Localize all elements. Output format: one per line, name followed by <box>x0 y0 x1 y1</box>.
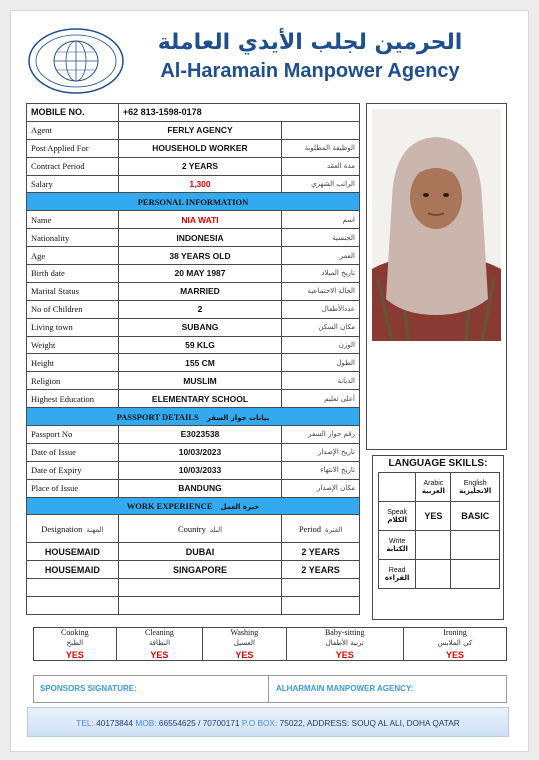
experience-cell <box>118 597 281 615</box>
language-name-arabic: العربية <box>421 486 445 495</box>
photo-frame <box>366 103 507 450</box>
skill-name-arabic: الغسيل <box>233 639 255 647</box>
field-label-arabic: تاريخ الإصدار <box>282 443 360 461</box>
field-label-arabic <box>282 121 360 139</box>
skill-value: YES <box>150 650 169 660</box>
experience-cell <box>27 597 119 615</box>
skill-value: YES <box>65 650 84 660</box>
language-corner-cell <box>379 473 416 502</box>
domestic-skill-cell <box>403 628 506 661</box>
language-name-english: Arabic <box>423 479 444 487</box>
field-label: Agent <box>27 121 119 139</box>
skill-label-english: Write <box>389 537 406 545</box>
language-skills-box <box>372 455 504 620</box>
domestic-skills-table <box>33 627 507 661</box>
domestic-skill-cell <box>203 628 286 661</box>
field-label: Marital Status <box>27 282 119 300</box>
language-skill-label <box>379 560 416 589</box>
po-box-label: P.O BOX: <box>241 718 278 728</box>
skill-name-english: Washing <box>230 628 259 637</box>
work-experience-title-arabic: خبرة العمل <box>220 503 260 512</box>
agency-title-arabic: الحرمين لجلب الأيدي العاملة <box>157 30 463 55</box>
field-value: 20 MAY 1987 <box>118 265 281 283</box>
skill-name-english: Baby-sitting <box>324 628 365 637</box>
skill-label-english: Read <box>388 566 406 574</box>
skill-value: YES <box>235 650 254 660</box>
field-label-arabic: الراتب الشهري <box>282 175 360 193</box>
skill-value: YES <box>445 650 464 660</box>
agency-title-english: Al-Haramain Manpower Agency <box>160 60 460 82</box>
field-label: Date of Issue <box>27 443 119 461</box>
column-header-arabic: المهنة <box>86 525 104 534</box>
detail-row <box>27 282 360 300</box>
experience-cell: SINGAPORE <box>118 561 281 579</box>
field-value: SUBANG <box>118 318 281 336</box>
column-header-english: Designation <box>41 523 83 534</box>
field-value: MARRIED <box>118 282 281 300</box>
language-header-row <box>379 473 500 502</box>
mobile-row <box>27 104 360 122</box>
experience-cell <box>118 579 281 597</box>
field-label: Nationality <box>27 229 119 247</box>
experience-row <box>27 561 360 579</box>
detail-row <box>27 479 360 497</box>
language-skills-table <box>378 472 500 589</box>
skill-label-arabic: الكلام <box>387 515 407 524</box>
detail-row <box>27 390 360 408</box>
section-header-experience <box>27 497 360 515</box>
field-label-arabic: عددالأطفال <box>282 300 360 318</box>
language-skill-row <box>379 531 500 560</box>
work-experience-title: WORK EXPERIENCE <box>126 501 213 512</box>
detail-row <box>27 175 360 193</box>
field-label: Salary <box>27 175 119 193</box>
po-box-value: 75022, ADDRESS: SOUQ AL ALI, DOHA QATAR <box>279 718 460 728</box>
tel-label: TEL: <box>76 718 94 728</box>
passport-details-title: PASSPORT DETAILS <box>116 411 199 422</box>
skill-label-arabic: الكتابة <box>386 544 408 553</box>
experience-row <box>27 543 360 561</box>
detail-row <box>27 121 360 139</box>
language-name-english: English <box>463 479 487 487</box>
language-skill-value: BASIC <box>451 502 500 531</box>
field-value: 10/03/2023 <box>118 443 281 461</box>
language-skill-label <box>379 502 416 531</box>
field-label: Name <box>27 211 119 229</box>
language-name-arabic: الانجليزية <box>459 486 492 495</box>
language-skill-row <box>379 502 500 531</box>
field-label-arabic: تاريخ الميلاد <box>282 265 360 283</box>
experience-row <box>27 579 360 597</box>
field-value: 59 KLG <box>118 336 281 354</box>
field-label: Place of Issue <box>27 479 119 497</box>
section-header-passport <box>27 408 360 426</box>
field-label-arabic: الوزن <box>282 336 360 354</box>
agency-logo <box>26 26 126 96</box>
column-header-arabic: الفترة <box>325 525 343 534</box>
skill-name-arabic: تربية الأطفال <box>325 639 364 647</box>
detail-row <box>27 139 360 157</box>
language-skill-value <box>416 560 451 589</box>
field-label-arabic: العمر <box>282 247 360 265</box>
field-label-arabic: الوظيفة المطلوبة <box>282 139 360 157</box>
experience-column-header <box>118 515 281 543</box>
work-experience-header <box>27 497 360 515</box>
field-label: Age <box>27 247 119 265</box>
field-value: BANDUNG <box>118 479 281 497</box>
detail-row <box>27 229 360 247</box>
applicant-photo <box>372 109 501 341</box>
mob-value: 66554625 / 70700171 <box>158 718 240 728</box>
experience-cell <box>282 579 360 597</box>
detail-row <box>27 461 360 479</box>
signature-divider <box>268 676 269 702</box>
field-label: Passport No <box>27 426 119 444</box>
detail-row <box>27 443 360 461</box>
experience-cell: DUBAI <box>118 543 281 561</box>
mob-label: MOB: <box>135 718 157 728</box>
language-skill-row <box>379 560 500 589</box>
agency-header <box>20 20 500 100</box>
detail-row <box>27 354 360 372</box>
field-label-arabic: أعلى تعليم <box>282 390 360 408</box>
field-value: 155 CM <box>118 354 281 372</box>
language-column-header <box>451 473 500 502</box>
field-value: MUSLIM <box>118 372 281 390</box>
field-value: INDONESIA <box>118 229 281 247</box>
sponsor-signature-label: SPONSORS SIGNATURE: <box>40 684 137 693</box>
skill-name-arabic: كي الملابس <box>437 639 473 647</box>
detail-row <box>27 426 360 444</box>
applicant-details-table <box>26 103 360 615</box>
field-label: Living town <box>27 318 119 336</box>
column-header-english: Country <box>177 523 206 534</box>
signature-row <box>33 675 507 703</box>
field-value: NIA WATI <box>118 211 281 229</box>
field-value: 10/03/2033 <box>118 461 281 479</box>
language-skill-value <box>416 531 451 560</box>
experience-cell <box>282 597 360 615</box>
personal-info-title: PERSONAL INFORMATION <box>27 193 360 211</box>
column-header-arabic: البلد <box>209 525 223 534</box>
skill-label-english: Speak <box>387 508 408 516</box>
field-label-arabic: اسم <box>282 211 360 229</box>
skill-label-arabic: القراءة <box>384 573 410 582</box>
field-label: Highest Education <box>27 390 119 408</box>
field-label-arabic: مكان الإصدار <box>282 479 360 497</box>
experience-row <box>27 597 360 615</box>
skill-name-english: Cleaning <box>144 628 174 637</box>
field-value: 2 YEARS <box>118 157 281 175</box>
detail-row <box>27 157 360 175</box>
passport-details-title-arabic: بيانات جواز السفر <box>206 413 270 422</box>
domestic-skill-cell <box>286 628 403 661</box>
field-label: Contract Period <box>27 157 119 175</box>
experience-cell <box>27 579 119 597</box>
field-value: E3023538 <box>118 426 281 444</box>
skill-name-english: Cooking <box>61 628 89 637</box>
column-header-english: Period <box>298 523 322 534</box>
language-column-header <box>416 473 451 502</box>
mobile-value: +62 813-1598-0178 <box>118 104 359 122</box>
experience-column-headers <box>27 515 360 543</box>
detail-row <box>27 318 360 336</box>
experience-cell: HOUSEMAID <box>27 543 119 561</box>
field-label-arabic: تاريخ الانتهاء <box>282 461 360 479</box>
section-header-personal <box>27 193 360 211</box>
domestic-skill-cell <box>116 628 203 661</box>
field-label: Birth date <box>27 265 119 283</box>
field-label-arabic: الحالة الاجتماعية <box>282 282 360 300</box>
detail-row <box>27 372 360 390</box>
experience-cell: HOUSEMAID <box>27 561 119 579</box>
field-label: No of Children <box>27 300 119 318</box>
experience-cell: 2 YEARS <box>282 561 360 579</box>
agency-signature-label: ALHARMAIN MANPOWER AGENCY: <box>276 684 414 693</box>
detail-row <box>27 300 360 318</box>
language-skills-title: LANGUAGE SKILLS: <box>388 458 488 469</box>
field-label-arabic: مدة العقد <box>282 157 360 175</box>
field-value: 1,300 <box>118 175 281 193</box>
skill-name-english: Ironing <box>443 628 467 637</box>
field-label: Weight <box>27 336 119 354</box>
language-skill-value <box>451 560 500 589</box>
detail-row <box>27 265 360 283</box>
field-value: FERLY AGENCY <box>118 121 281 139</box>
language-skill-label <box>379 531 416 560</box>
field-label-arabic: رقم جواز السفر <box>282 426 360 444</box>
detail-row <box>27 247 360 265</box>
experience-cell: 2 YEARS <box>282 543 360 561</box>
passport-details-header <box>27 408 360 426</box>
field-value: ELEMENTARY SCHOOL <box>118 390 281 408</box>
field-value: 2 <box>118 300 281 318</box>
skill-name-arabic: النظافة <box>148 639 171 647</box>
field-label-arabic: الجنسية <box>282 229 360 247</box>
domestic-skill-cell <box>34 628 117 661</box>
language-skill-value <box>451 531 500 560</box>
field-label-arabic: الطول <box>282 354 360 372</box>
field-label: Height <box>27 354 119 372</box>
field-label-arabic: الديانة <box>282 372 360 390</box>
detail-row <box>27 336 360 354</box>
experience-column-header <box>27 515 119 543</box>
mobile-label: MOBILE NO. <box>27 104 119 122</box>
field-value: 38 YEARS OLD <box>118 247 281 265</box>
contact-footer <box>27 707 509 737</box>
field-label: Post Applied For <box>27 139 119 157</box>
detail-row <box>27 211 360 229</box>
skill-value: YES <box>335 650 354 660</box>
field-label: Religion <box>27 372 119 390</box>
language-skill-value: YES <box>416 502 451 531</box>
field-value: HOUSEHOLD WORKER <box>118 139 281 157</box>
experience-column-header <box>282 515 360 543</box>
field-label-arabic: مكان السكن <box>282 318 360 336</box>
field-label: Date of Expiry <box>27 461 119 479</box>
tel-value: 40173844 <box>96 718 134 728</box>
skill-name-arabic: الطبخ <box>66 639 84 647</box>
